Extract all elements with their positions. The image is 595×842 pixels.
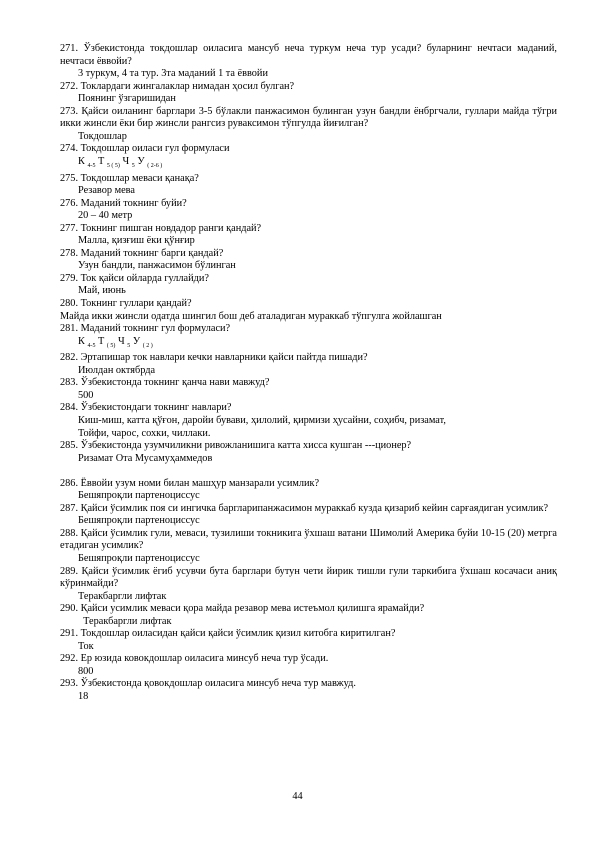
formula-subscript: ( 5) [106,342,116,349]
question-text: 280. Токнинг гуллари қандай? [60,297,192,309]
answer-text: Май, июнь [78,285,126,297]
formula-subscript: 5 [127,342,131,349]
answer-text: Теракбаргли лифтак [78,590,167,602]
formula-subscript: ( 2-6 ) [147,162,163,169]
question-text: 286. Ёввойи узум номи билан машҳур манзарали усимлик? [60,477,320,489]
answer-text: Токдошлар [78,130,127,142]
answer-text: Тойфи, чарос, сохки, чиллаки. [78,427,211,439]
answer-text: Малла, қизғиш ёки қўнғир [78,235,195,247]
question-text: 277. Токнинг пишган новдадор ранги қандай? [60,222,262,234]
answer-text: Ток [78,640,94,652]
question-text: 288. Қайси ўсимлик гули, меваси, тузилиши токникига ўхшаш ватани Шимолий Америка буйи 10-15 (20) метрга етадиган усимлик? [60,527,557,552]
question-text: 279. Ток қайси ойларда гуллайди? [60,272,209,284]
question-text: 284. Ўзбекистондаги токнинг навлари? [60,402,232,414]
formula-subscript: 4-5 [87,162,96,169]
answer-text: Июлдан октябрда [78,364,156,376]
question-text: 273. Қайси оиланинг барглари 3-5 бўлакли панжасимон булинган узун бандли ёнбргчали, гуллари майда тўгри икки жинсли ёки бир жинсли рангсиз руваксимон тўпгулда йиғилган? [60,105,557,130]
question-text: 283. Ўзбекистонда токнинг қанча нави мавжуд? [60,377,270,389]
formula-symbol: Т [98,155,105,167]
answer-text: Ризамат Ота Мусамуҳаммедов [78,452,213,464]
question-text: 293. Ўзбекистонда қовокдошлар оиласига минсуб неча тур мавжуд. [60,678,356,690]
formula-symbol: Ч [117,335,125,347]
question-text: 282. Эртапишар ток навлари кечки навларники қайси пайтда пишади? [60,352,368,364]
answer-text: Бешяпроқли партеноциссус [78,490,200,502]
formula-subscript: 5 [131,162,135,169]
answer-text: Бешяпроқли партеноциссус [78,515,200,527]
question-list [60,43,557,704]
formula-subscript: 4-5 [87,342,96,349]
answer-text: Теракбаргли лифтак [78,615,172,627]
answer-text: Киш-миш, катта қўғон, даройи бувави, ҳилолий, қирмизи ҳусайни, соҳибч, ризамат, [78,414,446,426]
question-text: 281. Маданий токнинг гул формуласи? [60,323,231,335]
answer-text: Узун бандли, панжасимон бўлинган [78,260,236,272]
question-text: 291. Токдошлар оиласидан қайси қайси ўсимлик қизил китобга киритилган? [60,628,396,640]
question-text: 292. Ер юзида ковокдошлар оиласига минсуб неча тур ўсади. [60,653,329,665]
page-number: 44 [292,791,303,802]
question-text: 287. Қайси ўсимлик поя си ингичка баргларипанжасимон мураккаб кузда қизариб кейин сарғаядиган усимлик? [60,502,549,514]
question-text: Майда икки жинсли одатда шингил бош деб аталадиган мураккаб тўпгулга жойлашган [60,310,442,322]
answer-text: 18 [78,690,89,702]
question-text: 275. Токдошлар меваси қанақа? [60,172,199,184]
formula-symbol: К [78,335,85,347]
answer-text: 800 [78,665,94,677]
question-text: 272. Токлардаги жингалаклар нимадан ҳосил булган? [60,80,295,92]
blank-line [60,465,557,478]
formula-symbol: У [137,155,145,167]
answer-text: 3 туркум, 4 та тур. 3та маданий 1 та ёввойи [78,68,268,80]
formula-symbol: Ч [122,155,130,167]
question-text: 274. Токдошлар оиласи гул формуласи [60,143,230,155]
question-text: 276. Маданий токнинг буйи? [60,197,187,209]
question-text: 278. Маданий токнинг барги қандай? [60,247,224,259]
answer-formula [60,336,557,353]
answer-text: 500 [78,389,94,401]
formula-symbol: Т [98,335,105,347]
answer-formula [60,156,557,173]
question-text: 271. Ўзбекистонда токдошлар оиласига мансуб неча туркум неча тур усади? буларнинг нечтаси маданий, нечтаси ёввойи? [60,43,557,67]
question-text: 285. Ўзбекистонда узумчиликни ривожланишига катта хисса кушган ---ционер? [60,440,412,452]
answer-text: Поянинг ўзгаришидан [78,93,176,105]
formula-symbol: К [78,155,85,167]
answer-text: Резавор мева [78,185,135,197]
answer-text: 20 – 40 метр [78,210,133,222]
answer-text: Бешяпроқли партеноциссус [78,552,200,564]
question-text: 290. Қайси усимлик меваси қора майда резавор мева истеъмол қилишга ярамайди? [60,603,425,615]
formula-subscript: 5 ( 5) [106,162,120,169]
formula-symbol: У [132,335,141,347]
formula-subscript: ( 2 ) [142,342,153,349]
question-text: 289. Қайси ўсимлик ёгиб усувчи бута барглари бутун чети йирик тишли гули таркибига ўхшаш косачаси аниқ кўринмайди? [60,565,557,590]
